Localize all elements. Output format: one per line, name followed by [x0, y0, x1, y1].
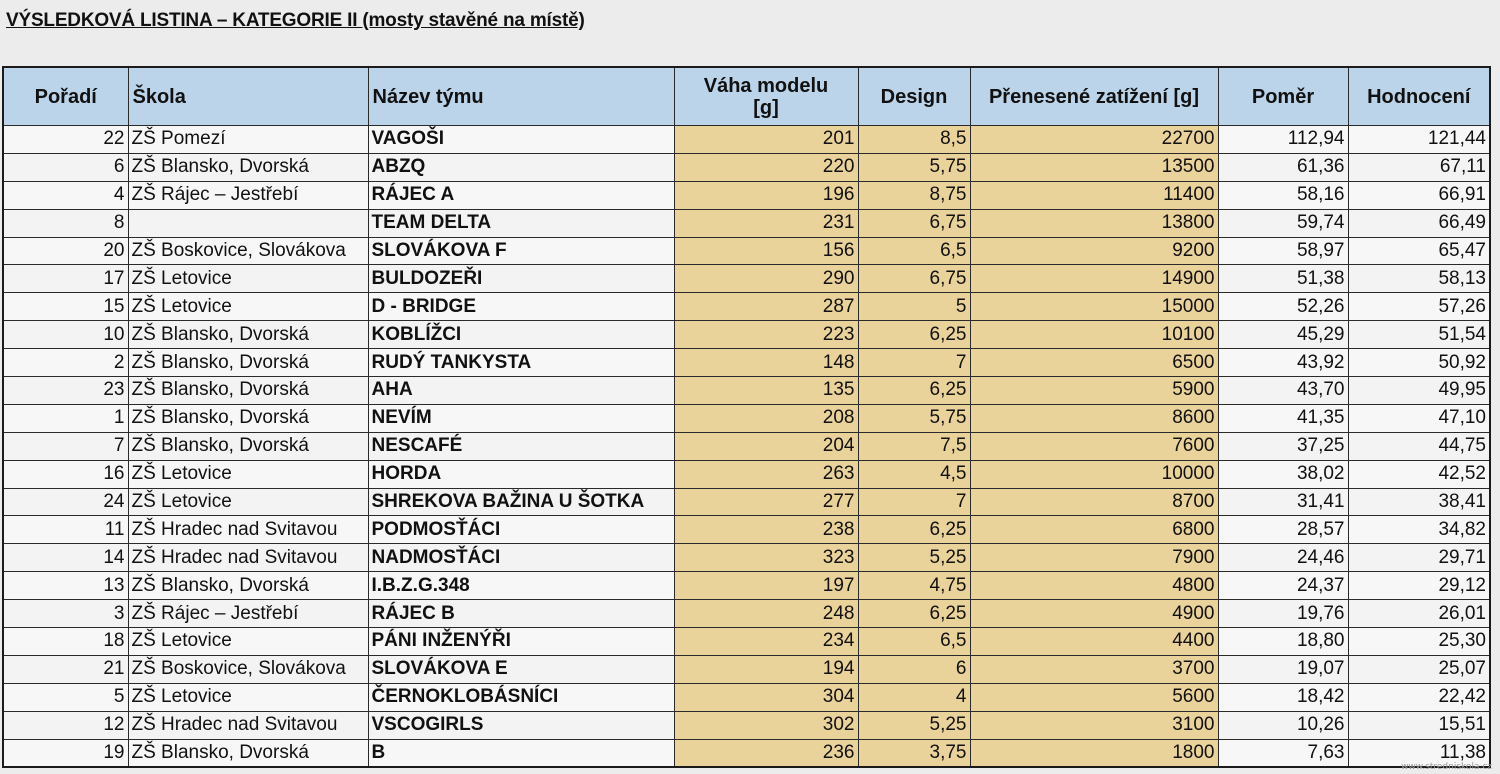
cell-team: RUDÝ TANKYSTA [368, 349, 674, 377]
cell-design: 3,75 [858, 739, 970, 767]
cell-score: 15,51 [1348, 711, 1490, 739]
cell-ratio: 43,92 [1218, 349, 1348, 377]
cell-ratio: 19,76 [1218, 600, 1348, 628]
cell-school: ZŠ Rájec – Jestřebí [128, 181, 368, 209]
cell-weight: 287 [674, 293, 858, 321]
column-header-weight [674, 67, 858, 126]
cell-school: ZŠ Blansko, Dvorská [128, 432, 368, 460]
cell-school: ZŠ Letovice [128, 293, 368, 321]
table-row [3, 711, 1490, 739]
cell-load: 11400 [970, 181, 1218, 209]
cell-team: RÁJEC A [368, 181, 674, 209]
cell-score: 50,92 [1348, 349, 1490, 377]
cell-design: 5,75 [858, 404, 970, 432]
cell-load: 5900 [970, 377, 1218, 405]
cell-load: 3100 [970, 711, 1218, 739]
cell-ratio: 61,36 [1218, 153, 1348, 181]
cell-ratio: 18,42 [1218, 683, 1348, 711]
cell-load: 8600 [970, 404, 1218, 432]
page-title: VÝSLEDKOVÁ LISTINA – KATEGORIE II (mosty stavěné na místě) [6, 10, 585, 31]
cell-rank: 20 [3, 237, 128, 265]
cell-rank: 4 [3, 181, 128, 209]
cell-score: 65,47 [1348, 237, 1490, 265]
cell-score: 49,95 [1348, 377, 1490, 405]
cell-school: ZŠ Hradec nad Svitavou [128, 711, 368, 739]
cell-team: NADMOSŤÁCI [368, 544, 674, 572]
cell-ratio: 37,25 [1218, 432, 1348, 460]
cell-school: ZŠ Hradec nad Svitavou [128, 544, 368, 572]
cell-design: 6,25 [858, 600, 970, 628]
cell-design: 7 [858, 349, 970, 377]
cell-rank: 21 [3, 655, 128, 683]
cell-rank: 10 [3, 321, 128, 349]
cell-score: 25,30 [1348, 628, 1490, 656]
cell-design: 4,75 [858, 572, 970, 600]
cell-weight: 277 [674, 488, 858, 516]
cell-design: 6,25 [858, 377, 970, 405]
cell-score: 121,44 [1348, 126, 1490, 154]
column-header-team: Název týmu [368, 67, 674, 126]
cell-score: 25,07 [1348, 655, 1490, 683]
table-row [3, 349, 1490, 377]
column-header-school: Škola [128, 67, 368, 126]
cell-weight: 204 [674, 432, 858, 460]
cell-school: ZŠ Blansko, Dvorská [128, 377, 368, 405]
cell-design: 6,25 [858, 321, 970, 349]
cell-ratio: 7,63 [1218, 739, 1348, 767]
cell-team: AHA [368, 377, 674, 405]
cell-score: 38,41 [1348, 488, 1490, 516]
cell-design: 4 [858, 683, 970, 711]
cell-load: 14900 [970, 265, 1218, 293]
cell-team: SLOVÁKOVA F [368, 237, 674, 265]
cell-weight: 248 [674, 600, 858, 628]
cell-load: 6800 [970, 516, 1218, 544]
cell-school: ZŠ Rájec – Jestřebí [128, 600, 368, 628]
cell-load: 15000 [970, 293, 1218, 321]
table-row [3, 544, 1490, 572]
cell-team: TEAM DELTA [368, 209, 674, 237]
cell-ratio: 38,02 [1218, 460, 1348, 488]
cell-team: KOBLÍŽCI [368, 321, 674, 349]
cell-load: 8700 [970, 488, 1218, 516]
cell-score: 67,11 [1348, 153, 1490, 181]
table-row [3, 209, 1490, 237]
table-row [3, 265, 1490, 293]
cell-ratio: 52,26 [1218, 293, 1348, 321]
table-row [3, 572, 1490, 600]
cell-design: 6,25 [858, 516, 970, 544]
cell-ratio: 19,07 [1218, 655, 1348, 683]
cell-rank: 5 [3, 683, 128, 711]
cell-ratio: 41,35 [1218, 404, 1348, 432]
cell-school: ZŠ Blansko, Dvorská [128, 739, 368, 767]
cell-rank: 16 [3, 460, 128, 488]
column-header-score: Hodnocení [1348, 67, 1490, 126]
cell-rank: 22 [3, 126, 128, 154]
cell-school: ZŠ Hradec nad Svitavou [128, 516, 368, 544]
cell-team: VSCOGIRLS [368, 711, 674, 739]
cell-ratio: 10,26 [1218, 711, 1348, 739]
cell-design: 6 [858, 655, 970, 683]
cell-rank: 19 [3, 739, 128, 767]
table-row [3, 293, 1490, 321]
table-row [3, 321, 1490, 349]
table-row [3, 377, 1490, 405]
table-row [3, 628, 1490, 656]
cell-school: ZŠ Letovice [128, 628, 368, 656]
cell-weight: 196 [674, 181, 858, 209]
cell-rank: 15 [3, 293, 128, 321]
cell-rank: 18 [3, 628, 128, 656]
table-row [3, 516, 1490, 544]
cell-score: 42,52 [1348, 460, 1490, 488]
cell-team: PÁNI INŽENÝŘI [368, 628, 674, 656]
table-row [3, 655, 1490, 683]
cell-design: 5 [858, 293, 970, 321]
cell-load: 7900 [970, 544, 1218, 572]
cell-school: ZŠ Blansko, Dvorská [128, 572, 368, 600]
cell-rank: 11 [3, 516, 128, 544]
column-header-design: Design [858, 67, 970, 126]
cell-weight: 323 [674, 544, 858, 572]
cell-weight: 194 [674, 655, 858, 683]
cell-score: 44,75 [1348, 432, 1490, 460]
cell-weight: 231 [674, 209, 858, 237]
cell-load: 4800 [970, 572, 1218, 600]
cell-load: 4400 [970, 628, 1218, 656]
cell-rank: 3 [3, 600, 128, 628]
cell-ratio: 43,70 [1218, 377, 1348, 405]
cell-team: RÁJEC B [368, 600, 674, 628]
cell-weight: 208 [674, 404, 858, 432]
table-row [3, 739, 1490, 767]
cell-ratio: 51,38 [1218, 265, 1348, 293]
cell-weight: 238 [674, 516, 858, 544]
cell-team: NEVÍM [368, 404, 674, 432]
cell-design: 7,5 [858, 432, 970, 460]
table-row [3, 126, 1490, 154]
table-row [3, 488, 1490, 516]
cell-design: 8,75 [858, 181, 970, 209]
cell-team: ABZQ [368, 153, 674, 181]
column-header-rank: Pořadí [3, 67, 128, 126]
cell-weight: 223 [674, 321, 858, 349]
cell-score: 29,12 [1348, 572, 1490, 600]
cell-school: ZŠ Pomezí [128, 126, 368, 154]
cell-rank: 24 [3, 488, 128, 516]
header-row [3, 67, 1490, 126]
cell-score: 47,10 [1348, 404, 1490, 432]
cell-school: ZŠ Letovice [128, 460, 368, 488]
table-row [3, 683, 1490, 711]
cell-ratio: 18,80 [1218, 628, 1348, 656]
cell-weight: 148 [674, 349, 858, 377]
cell-school: ZŠ Blansko, Dvorská [128, 321, 368, 349]
cell-load: 13500 [970, 153, 1218, 181]
cell-weight: 234 [674, 628, 858, 656]
column-header-load: Přenesené zatížení [g] [970, 67, 1218, 126]
cell-rank: 7 [3, 432, 128, 460]
cell-team: SLOVÁKOVA E [368, 655, 674, 683]
cell-school: ZŠ Blansko, Dvorská [128, 349, 368, 377]
results-body [3, 126, 1490, 768]
cell-ratio: 24,37 [1218, 572, 1348, 600]
cell-team: BULDOZEŘI [368, 265, 674, 293]
cell-ratio: 112,94 [1218, 126, 1348, 154]
cell-score: 58,13 [1348, 265, 1490, 293]
cell-score: 22,42 [1348, 683, 1490, 711]
table-row [3, 404, 1490, 432]
cell-rank: 12 [3, 711, 128, 739]
cell-team: NESCAFÉ [368, 432, 674, 460]
cell-load: 3700 [970, 655, 1218, 683]
cell-weight: 197 [674, 572, 858, 600]
cell-weight: 302 [674, 711, 858, 739]
cell-load: 22700 [970, 126, 1218, 154]
cell-school: ZŠ Blansko, Dvorská [128, 153, 368, 181]
cell-design: 7 [858, 488, 970, 516]
cell-team: VAGOŠI [368, 126, 674, 154]
cell-score: 29,71 [1348, 544, 1490, 572]
cell-rank: 1 [3, 404, 128, 432]
table-row [3, 237, 1490, 265]
cell-weight: 263 [674, 460, 858, 488]
cell-rank: 14 [3, 544, 128, 572]
cell-weight: 304 [674, 683, 858, 711]
cell-rank: 23 [3, 377, 128, 405]
cell-score: 66,49 [1348, 209, 1490, 237]
cell-school: ZŠ Boskovice, Slovákova [128, 655, 368, 683]
cell-design: 5,75 [858, 153, 970, 181]
cell-score: 34,82 [1348, 516, 1490, 544]
column-header-ratio: Poměr [1218, 67, 1348, 126]
cell-weight: 156 [674, 237, 858, 265]
cell-ratio: 58,97 [1218, 237, 1348, 265]
cell-team: I.B.Z.G.348 [368, 572, 674, 600]
cell-ratio: 45,29 [1218, 321, 1348, 349]
cell-rank: 2 [3, 349, 128, 377]
cell-load: 10100 [970, 321, 1218, 349]
cell-school: ZŠ Boskovice, Slovákova [128, 237, 368, 265]
cell-team: D - BRIDGE [368, 293, 674, 321]
cell-weight: 220 [674, 153, 858, 181]
cell-ratio: 58,16 [1218, 181, 1348, 209]
cell-score: 66,91 [1348, 181, 1490, 209]
cell-load: 4900 [970, 600, 1218, 628]
cell-weight: 236 [674, 739, 858, 767]
cell-school: ZŠ Letovice [128, 683, 368, 711]
cell-rank: 8 [3, 209, 128, 237]
cell-load: 9200 [970, 237, 1218, 265]
table-row [3, 600, 1490, 628]
column-header-weight-line1: Váha modelu [703, 74, 829, 97]
cell-team: HORDA [368, 460, 674, 488]
cell-rank: 6 [3, 153, 128, 181]
cell-design: 6,75 [858, 265, 970, 293]
cell-ratio: 28,57 [1218, 516, 1348, 544]
cell-rank: 13 [3, 572, 128, 600]
cell-design: 5,25 [858, 711, 970, 739]
cell-weight: 201 [674, 126, 858, 154]
cell-score: 11,38 [1348, 739, 1490, 767]
cell-school: ZŠ Letovice [128, 265, 368, 293]
cell-weight: 290 [674, 265, 858, 293]
column-header-weight-line2: [g] [753, 96, 779, 119]
results-table [2, 66, 1491, 768]
cell-score: 57,26 [1348, 293, 1490, 321]
cell-load: 7600 [970, 432, 1218, 460]
cell-school [128, 209, 368, 237]
cell-design: 8,5 [858, 126, 970, 154]
cell-design: 4,5 [858, 460, 970, 488]
cell-weight: 135 [674, 377, 858, 405]
cell-school: ZŠ Blansko, Dvorská [128, 404, 368, 432]
table-row [3, 181, 1490, 209]
cell-score: 26,01 [1348, 600, 1490, 628]
cell-design: 6,5 [858, 237, 970, 265]
cell-team: B [368, 739, 674, 767]
cell-ratio: 59,74 [1218, 209, 1348, 237]
cell-ratio: 31,41 [1218, 488, 1348, 516]
cell-design: 6,5 [858, 628, 970, 656]
cell-team: PODMOSŤÁCI [368, 516, 674, 544]
table-row [3, 153, 1490, 181]
cell-design: 5,25 [858, 544, 970, 572]
cell-rank: 17 [3, 265, 128, 293]
cell-team: SHREKOVA BAŽINA U ŠOTKA [368, 488, 674, 516]
cell-load: 6500 [970, 349, 1218, 377]
cell-load: 1800 [970, 739, 1218, 767]
cell-load: 10000 [970, 460, 1218, 488]
table-row [3, 460, 1490, 488]
cell-ratio: 24,46 [1218, 544, 1348, 572]
watermark: www.stredniskola.cz [1401, 762, 1492, 772]
cell-design: 6,75 [858, 209, 970, 237]
cell-team: ČERNOKLOBÁSNÍCI [368, 683, 674, 711]
cell-load: 5600 [970, 683, 1218, 711]
cell-load: 13800 [970, 209, 1218, 237]
cell-school: ZŠ Letovice [128, 488, 368, 516]
cell-score: 51,54 [1348, 321, 1490, 349]
table-row [3, 432, 1490, 460]
